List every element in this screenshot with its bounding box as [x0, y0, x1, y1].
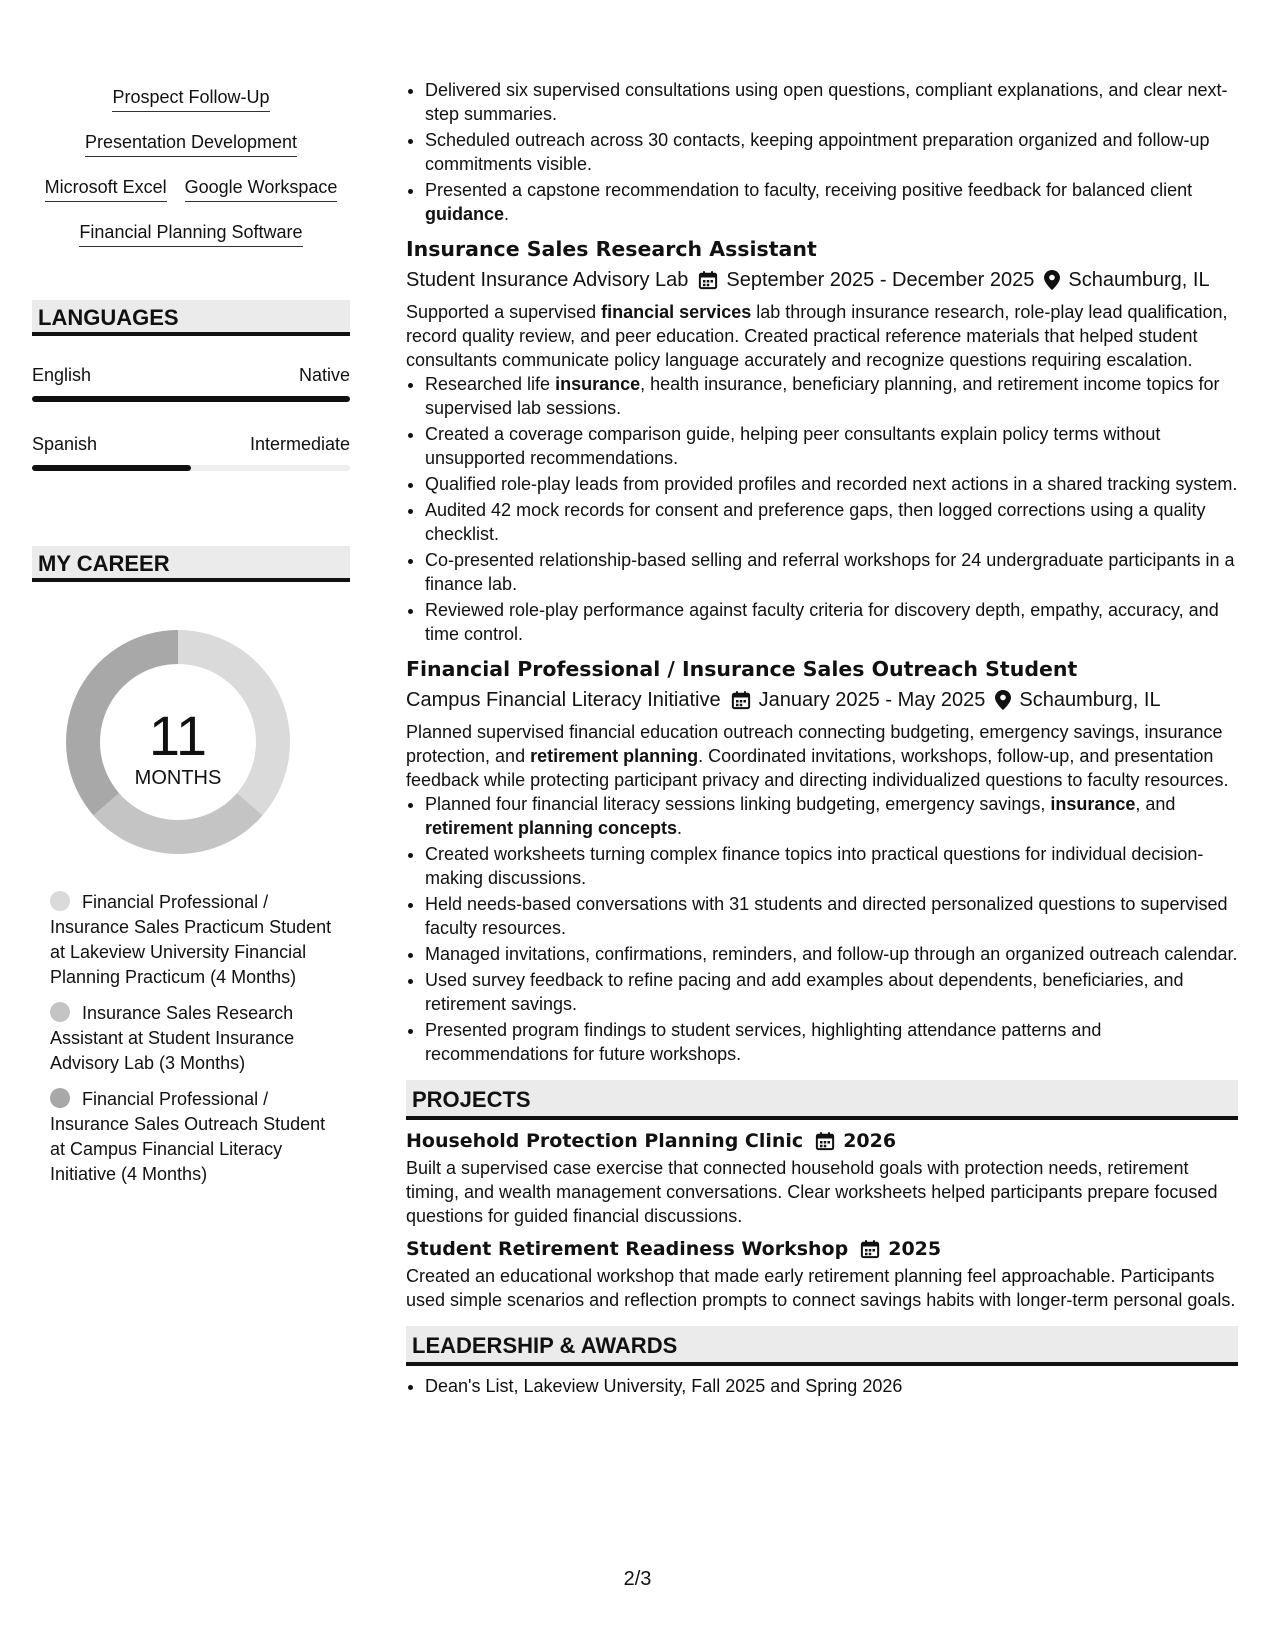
- text-run: Planned supervised financial education outreach connecting budgeting, emergency savings, insurance protection, and: [406, 722, 1223, 766]
- job-bullets: [406, 372, 1238, 646]
- bullet-item: [425, 472, 1238, 496]
- bullet-item: [425, 78, 1238, 126]
- career-legend: [50, 890, 340, 1198]
- career-legend-item: [50, 890, 340, 990]
- text-run: Delivered six supervised consultations using open questions, compliant explanations, and clear next-step summaries.: [425, 80, 1228, 124]
- bullet-item: [425, 498, 1238, 546]
- project-description: Built a supervised case exercise that connected household goals with protection needs, retirement timing, and wealth management conversations. Clear worksheets helped participants prepare focused questions for guided financial discussions.: [406, 1158, 1218, 1226]
- job-entry: [406, 655, 1238, 1066]
- legend-label: Insurance Sales Research Assistant at Student Insurance Advisory Lab (3 Months): [50, 1003, 295, 1073]
- project-entry: [406, 1236, 1238, 1312]
- bullet-item: [425, 968, 1238, 1016]
- legend-label: Financial Professional / Insurance Sales Practicum Student at Lakeview University Financial Planning Practicum (4 Months): [50, 892, 332, 987]
- skill-tag: Financial Planning Software: [79, 221, 302, 247]
- skill-row: [32, 176, 350, 221]
- skill-tag: Google Workspace: [185, 176, 338, 202]
- job-bullets: [406, 792, 1238, 1066]
- calendar-icon: [731, 690, 751, 710]
- bullet-item: [425, 942, 1238, 966]
- career-total-value: 11: [148, 704, 208, 767]
- text-run: Created a coverage comparison guide, helping peer consultants explain policy terms without unsupported recommendations.: [425, 424, 1161, 468]
- project-description: Created an educational workshop that made early retirement planning feel approachable. Participants used simple scenarios and reflection prompts to connect savings habits with longer-term personal goals.: [406, 1266, 1236, 1310]
- text-run: Managed invitations, confirmations, reminders, and follow-up through an organized outreach calendar.: [425, 944, 1238, 964]
- legend-label: Financial Professional / Insurance Sales Outreach Student at Campus Financial Literacy Initiative (4 Months): [50, 1089, 326, 1184]
- map-pin-icon: [995, 690, 1011, 710]
- bullet-item: [425, 892, 1238, 940]
- project-entry: [406, 1128, 1238, 1228]
- skill-row: [32, 221, 350, 266]
- text-run: Planned four financial literacy sessions linking budgeting, emergency savings,: [425, 794, 1051, 814]
- bullet-item: [425, 1018, 1238, 1066]
- text-run: Presented program findings to student services, highlighting attendance patterns and recommendations for future workshops.: [425, 1020, 1102, 1064]
- text-run: lab through insurance research, role-play lead qualification, record quality review, and peer education. Created practical reference materials that helped student consultants communicate policy language accurately and recognize questions requiring escalation.: [406, 302, 1228, 370]
- bold-text: insurance: [1050, 794, 1136, 814]
- job-organization: Campus Financial Literacy Initiative: [406, 689, 721, 711]
- skill-tag: Microsoft Excel: [45, 176, 167, 202]
- job-dates: September 2025 - December 2025: [726, 269, 1035, 291]
- job-summary: [406, 300, 1238, 372]
- text-run: , and: [1135, 794, 1176, 814]
- language-english: [32, 364, 350, 402]
- language-proficiency-fill: [32, 465, 191, 471]
- bold-text: insurance: [555, 374, 641, 394]
- bullet-item: [425, 422, 1238, 470]
- job-entry: [406, 235, 1238, 646]
- text-run: Held needs-based conversations with 31 students and directed personalized questions to supervised faculty resources.: [425, 894, 1228, 938]
- text-run: Audited 42 mock records for consent and preference gaps, then logged corrections using a quality checklist.: [425, 500, 1206, 544]
- bold-text: financial services: [601, 302, 752, 322]
- project-title: [406, 1236, 1238, 1262]
- career-title: MY CAREER: [38, 551, 170, 576]
- projects-title: PROJECTS: [412, 1087, 531, 1112]
- language-proficiency-bar: [32, 465, 350, 471]
- calendar-icon: [698, 270, 718, 290]
- bold-text: guidance: [425, 204, 505, 224]
- awards-header: [406, 1326, 1238, 1366]
- page-number: 2/3: [623, 1568, 652, 1590]
- job-meta: [406, 687, 1238, 713]
- award-item: • Dean's List, Lakeview University, Fall 2025 and Spring 2026: [425, 1374, 1238, 1398]
- languages-title: LANGUAGES: [38, 305, 179, 330]
- language-proficiency-fill: [32, 396, 350, 402]
- language-spanish: [32, 433, 350, 471]
- projects-header: [406, 1080, 1238, 1120]
- bullet-item: [425, 372, 1238, 420]
- job-meta: [406, 267, 1238, 293]
- skills-list: [32, 86, 350, 266]
- project-year: 2025: [888, 1238, 942, 1260]
- career-donut-chart: [66, 630, 290, 854]
- text-run: . Coordinated invitations, workshops, follow-up, and presentation feedback while protecting participant privacy and directing individualized questions to faculty resources.: [406, 746, 1229, 790]
- text-run: Researched life: [425, 374, 556, 394]
- map-pin-icon: [1044, 270, 1060, 290]
- project-name: Student Retirement Readiness Workshop: [406, 1238, 849, 1260]
- language-name: Spanish: [32, 434, 98, 454]
- job-location: Schaumburg, IL: [1019, 689, 1161, 711]
- right-column: [406, 78, 1238, 1400]
- job-title: Financial Professional / Insurance Sales Outreach Student: [406, 657, 1078, 681]
- text-run: .: [677, 818, 683, 838]
- career-legend-item: [50, 1087, 340, 1187]
- calendar-icon: [815, 1131, 835, 1151]
- text-run: Presented a capstone recommendation to faculty, receiving positive feedback for balanced client: [425, 180, 1193, 200]
- job-dates: January 2025 - May 2025: [758, 689, 986, 711]
- bullet-item: [425, 548, 1238, 596]
- language-name: English: [32, 365, 92, 385]
- bullet-item: [425, 598, 1238, 646]
- bold-text: retirement planning: [530, 746, 699, 766]
- project-title: [406, 1128, 1238, 1154]
- text-run: .: [504, 204, 510, 224]
- skill-row: [32, 131, 350, 176]
- career-header: [32, 546, 350, 582]
- language-level: Native: [298, 365, 350, 385]
- project-year: 2026: [843, 1130, 897, 1152]
- bullet-item: [425, 178, 1238, 226]
- bullet-item: [425, 128, 1238, 176]
- experience-list: [406, 235, 1238, 1066]
- legend-dot: [50, 1002, 70, 1022]
- legend-dot: [50, 891, 70, 911]
- skill-tag: Presentation Development: [85, 131, 297, 157]
- text-run: Created worksheets turning complex finance topics into practical questions for individual decision-making discussions.: [425, 844, 1204, 888]
- languages-header: [32, 300, 350, 336]
- text-run: Qualified role-play leads from provided profiles and recorded next actions in a shared tracking system.: [425, 474, 1238, 494]
- text-run: Reviewed role-play performance against faculty criteria for discovery depth, empathy, accuracy, and time control.: [425, 600, 1219, 644]
- text-run: Scheduled outreach across 30 contacts, keeping appointment preparation organized and follow-up commitments visible.: [425, 130, 1210, 174]
- text-run: , health insurance, beneficiary planning, and retirement income topics for supervised lab sessions.: [425, 374, 1220, 418]
- text-run: Used survey feedback to refine pacing and add examples about dependents, beneficiaries, and retirement savings.: [425, 970, 1184, 1014]
- bullet-item: [425, 842, 1238, 890]
- language-proficiency-bar: [32, 396, 350, 402]
- skill-tag: Prospect Follow-Up: [112, 86, 269, 112]
- text-run: Supported a supervised: [406, 302, 602, 322]
- calendar-icon: [860, 1239, 880, 1259]
- project-name: Household Protection Planning Clinic: [406, 1130, 804, 1152]
- career-total-unit: MONTHS: [134, 767, 222, 789]
- text-run: Co-presented relationship-based selling and referral workshops for 24 undergraduate participants in a finance lab.: [425, 550, 1235, 594]
- career-segment-2: [93, 793, 262, 854]
- language-level: Intermediate: [249, 434, 350, 454]
- bullet-item: [425, 792, 1238, 840]
- job-organization: Student Insurance Advisory Lab: [406, 269, 689, 291]
- job-location: Schaumburg, IL: [1068, 269, 1210, 291]
- legend-dot: [50, 1088, 70, 1108]
- intro-bullets: [406, 78, 1238, 226]
- awards-title: LEADERSHIP & AWARDS: [412, 1333, 678, 1358]
- awards-list: [406, 1374, 1238, 1398]
- career-legend-item: [50, 1001, 340, 1076]
- bold-text: retirement planning concepts: [425, 818, 678, 838]
- projects-list: [406, 1128, 1238, 1312]
- job-title: Insurance Sales Research Assistant: [406, 237, 817, 261]
- skill-row: [32, 86, 350, 131]
- job-summary: [406, 720, 1238, 792]
